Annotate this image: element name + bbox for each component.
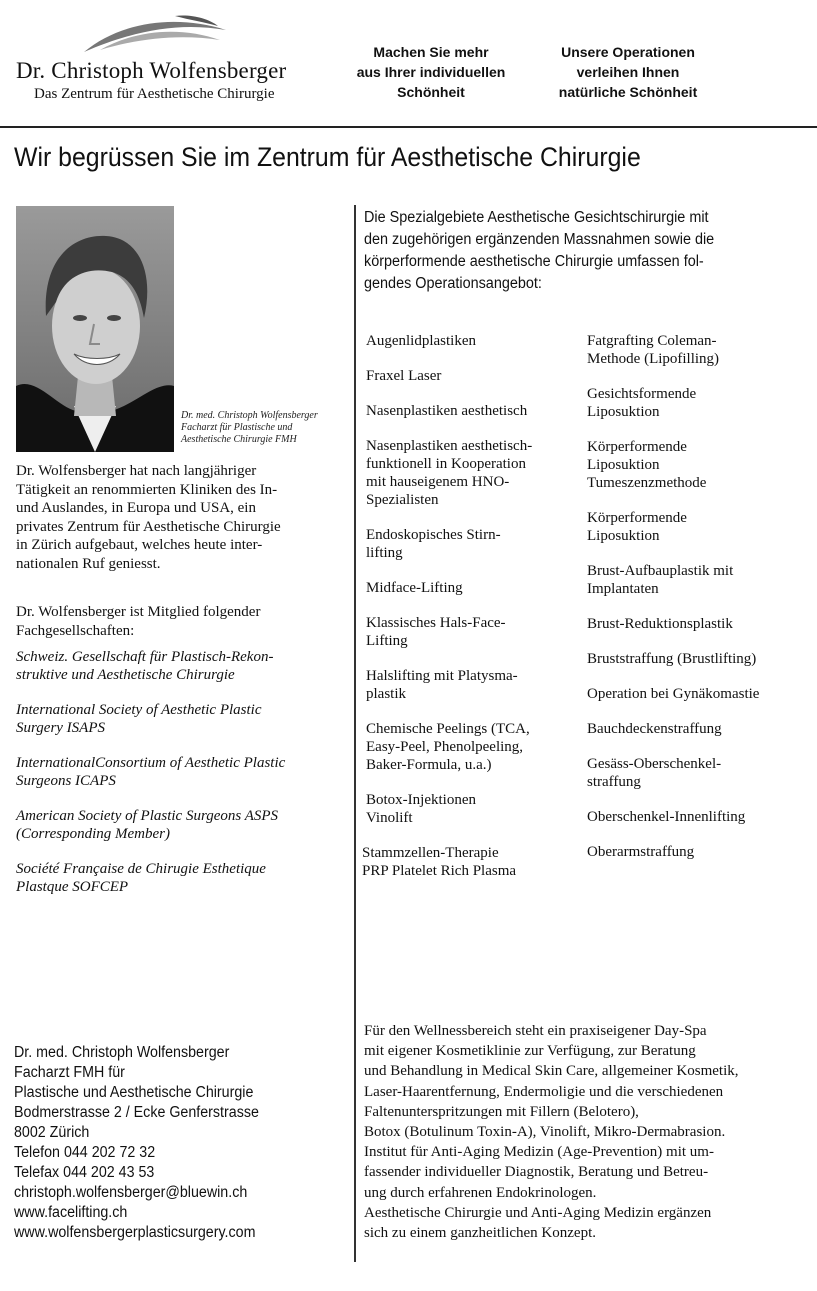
text-line: Botox (Botulinum Toxin-A), Vinolift, Mikro-Dermabrasion. [364, 1124, 726, 1141]
text-line: Faltenunterspritzungen mit Fillern (Belotero), [364, 1103, 639, 1120]
text-line: körperformende aesthetische Chirurgie umfassen fol- [364, 253, 704, 270]
text-line: Brust-Reduktionsplastik [587, 616, 733, 632]
membership-intro [16, 603, 346, 640]
contact-phone: Telefon 044 202 72 32 [14, 1144, 156, 1161]
text-line: Oberarmstraffung [587, 844, 695, 860]
text-line: straffung [587, 774, 641, 790]
operations-list-left [362, 332, 581, 880]
contact-street: Bodmerstrasse 2 / Ecke Genferstrasse [14, 1104, 259, 1121]
text-line: Körperformende [587, 439, 687, 455]
website-link-plasticsurgery[interactable]: www.wolfensbergerplasticsurgery.com [14, 1224, 256, 1241]
text-line: Plastque SOFCEP [16, 879, 129, 895]
contact-email-link[interactable]: christoph.wolfensberger@bluewin.ch [14, 1184, 248, 1201]
society-item [16, 754, 346, 790]
text-line: Schweiz. Gesellschaft für Plastisch-Rekon- [16, 649, 274, 665]
text-line: Klassisches Hals-Face- [366, 615, 506, 631]
society-list [16, 648, 346, 913]
slogan-line: Schönheit [397, 84, 465, 100]
operation-item [366, 614, 581, 650]
text-line: Operation bei Gynäkomastie [587, 686, 760, 702]
text-line: Gesäss-Oberschenkel- [587, 756, 722, 772]
operation-item [587, 562, 802, 598]
text-line: ung durch erfahrenen Endokrinologen. [364, 1184, 597, 1201]
text-line: privates Zentrum für Aesthetische Chirurgie [16, 518, 281, 535]
society-item [16, 648, 346, 684]
text-line: Société Française de Chirugie Esthetique [16, 861, 266, 877]
text-line: PRP Platelet Rich Plasma [362, 863, 517, 879]
operation-item [587, 720, 802, 738]
society-item [16, 701, 346, 737]
text-line: Institut für Anti-Aging Medizin (Age-Prevention) mit um- [364, 1144, 714, 1161]
text-line: International Society of Aesthetic Plastic [16, 702, 262, 718]
photo-caption [181, 410, 318, 446]
text-line: struktive und Aesthetische Chirurgie [16, 667, 235, 683]
society-item [16, 807, 346, 843]
text-line: Surgery ISAPS [16, 720, 106, 736]
text-line: (Corresponding Member) [16, 826, 171, 842]
slogan-1 [341, 42, 521, 102]
text-line: Laser-Haarentfernung, Endermoligie und die verschiedenen [364, 1083, 724, 1100]
text-line: den zugehörigen ergänzenden Massnahmen sowie die [364, 231, 715, 248]
header-divider [0, 126, 817, 128]
text-line: in Zürich aufgebaut, welches heute inter- [16, 537, 263, 553]
text-line: Methode (Lipofilling) [587, 351, 720, 367]
contact-name: Dr. med. Christoph Wolfensberger [14, 1044, 230, 1061]
text-line: plastik [366, 686, 406, 702]
text-line: American Society of Plastic Surgeons ASPS [16, 808, 279, 824]
text-line: Fraxel Laser [366, 368, 442, 384]
text-line: Chemische Peelings (TCA, [366, 721, 530, 737]
brand-subtitle: Das Zentrum für Aesthetische Chirurgie [34, 86, 275, 102]
text-line: Tätigkeit an renommierten Kliniken des In- [16, 481, 278, 498]
text-line: Halslifting mit Platysma- [366, 668, 518, 684]
slogan-line: Machen Sie mehr [373, 44, 489, 60]
text-line: Für den Wellnessbereich steht ein praxiseigener Day-Spa [364, 1023, 707, 1039]
text-line: Dr. Wolfensberger ist Mitglied folgender [16, 604, 261, 620]
contact-title: Facharzt FMH für [14, 1064, 125, 1081]
text-line: Surgeons ICAPS [16, 773, 116, 789]
text-line: Bruststraffung (Brustlifting) [587, 651, 757, 667]
text-line: mit hauseigenem HNO- [366, 474, 510, 490]
operation-item [366, 367, 581, 385]
text-line: Midface-Lifting [366, 580, 463, 596]
text-line: Dr. Wolfensberger hat nach langjähriger [16, 463, 257, 479]
operation-item [587, 843, 802, 861]
text-line: Vinolift [366, 810, 413, 826]
specialties-intro [364, 207, 755, 295]
operation-item [587, 385, 802, 421]
text-line: Lifting [366, 633, 408, 649]
text-line: sich zu einem ganzheitlichen Konzept. [364, 1225, 596, 1242]
website-link-facelifting[interactable]: www.facelifting.ch [14, 1204, 128, 1221]
text-line: und Auslandes, in Europa und USA, ein [16, 500, 256, 516]
contact-city: 8002 Zürich [14, 1124, 90, 1141]
text-line: Brust-Aufbauplastik mit [587, 563, 734, 579]
operation-item [366, 526, 581, 562]
doctor-portrait-photo [16, 206, 174, 452]
caption-line: Aesthetische Chirurgie FMH [181, 434, 297, 445]
contact-fax: Telefax 044 202 43 53 [14, 1164, 155, 1181]
caption-line: Facharzt für Plastische und [181, 422, 293, 433]
text-line: Die Spezialgebiete Aesthetische Gesichtschirurgie mit [364, 209, 709, 226]
text-line: Spezialisten [366, 492, 439, 508]
operation-item [587, 615, 802, 633]
operation-item [587, 685, 802, 703]
operation-item [587, 332, 802, 368]
text-line: Oberschenkel-Innenlifting [587, 809, 746, 825]
text-line: Implantaten [587, 581, 659, 597]
text-line: Liposuktion [587, 457, 660, 473]
contact-block [14, 1043, 259, 1243]
text-line: Gesichtsformende [587, 386, 697, 402]
caption-line: Dr. med. Christoph Wolfensberger [181, 410, 318, 421]
text-line: Liposuktion [587, 528, 660, 544]
text-line: Aesthetische Chirurgie und Anti-Aging Medizin ergänzen [364, 1204, 712, 1221]
operation-item [366, 402, 581, 420]
text-line: Tumeszenzmethode [587, 475, 707, 491]
text-line: Bauchdeckenstraffung [587, 721, 722, 737]
text-line: lifting [366, 545, 403, 561]
text-line: gendes Operationsangebot: [364, 275, 542, 292]
slogan-line: natürliche Schönheit [558, 84, 698, 100]
operation-item [366, 791, 581, 827]
society-item [16, 860, 346, 896]
slogan-2 [538, 42, 718, 102]
column-divider [354, 205, 356, 1262]
text-line: Liposuktion [587, 404, 660, 420]
text-line: Nasenplastiken aesthetisch [366, 403, 528, 419]
operation-item [587, 650, 802, 668]
text-line: mit eigener Kosmetiklinie zur Verfügung, zur Beratung [364, 1043, 696, 1060]
page-title: Wir begrüssen Sie im Zentrum für Aesthetische Chirurgie [14, 142, 641, 172]
operations-list-right [587, 332, 802, 878]
text-line: Botox-Injektionen [366, 792, 476, 808]
text-line: Endoskopisches Stirn- [366, 527, 501, 543]
operation-item [587, 509, 802, 545]
wellness-paragraph [364, 1021, 804, 1243]
operation-item [362, 844, 581, 880]
intro-paragraph [16, 462, 346, 573]
contact-specialty: Plastische und Aesthetische Chirurgie [14, 1084, 254, 1101]
text-line: Stammzellen-Therapie [362, 845, 499, 861]
operation-item [366, 437, 581, 509]
header [0, 0, 817, 128]
slogan-line: Unsere Operationen [561, 44, 695, 60]
text-line: Baker-Formula, u.a.) [366, 757, 492, 773]
text-line: Easy-Peel, Phenolpeeling, [366, 739, 524, 755]
text-line: Nasenplastiken aesthetisch- [366, 438, 533, 454]
text-line: Fatgrafting Coleman- [587, 333, 717, 349]
operation-item [366, 332, 581, 350]
text-line: Körperformende [587, 510, 687, 526]
slogan-line: aus Ihrer individuellen [356, 64, 506, 80]
text-line: und Behandlung in Medical Skin Care, allgemeiner Kosmetik, [364, 1063, 739, 1080]
text-line: fassender individueller Diagnostik, Beratung und Betreu- [364, 1164, 709, 1181]
operation-item [366, 720, 581, 774]
operation-item [587, 755, 802, 791]
text-line: nationalen Ruf geniesst. [16, 555, 161, 572]
text-line: InternationalConsortium of Aesthetic Plastic [16, 755, 286, 771]
slogan-line: verleihen Ihnen [576, 64, 680, 80]
text-line: Fachgesellschaften: [16, 622, 135, 639]
operation-item [587, 808, 802, 826]
brand-name: Dr. Christoph Wolfensberger [16, 58, 287, 83]
text-line: funktionell in Kooperation [366, 456, 526, 472]
operation-item [366, 579, 581, 597]
operation-item [366, 667, 581, 703]
text-line: Augenlidplastiken [366, 333, 476, 349]
operation-item [587, 438, 802, 492]
logo-swoosh-icon [80, 12, 230, 58]
